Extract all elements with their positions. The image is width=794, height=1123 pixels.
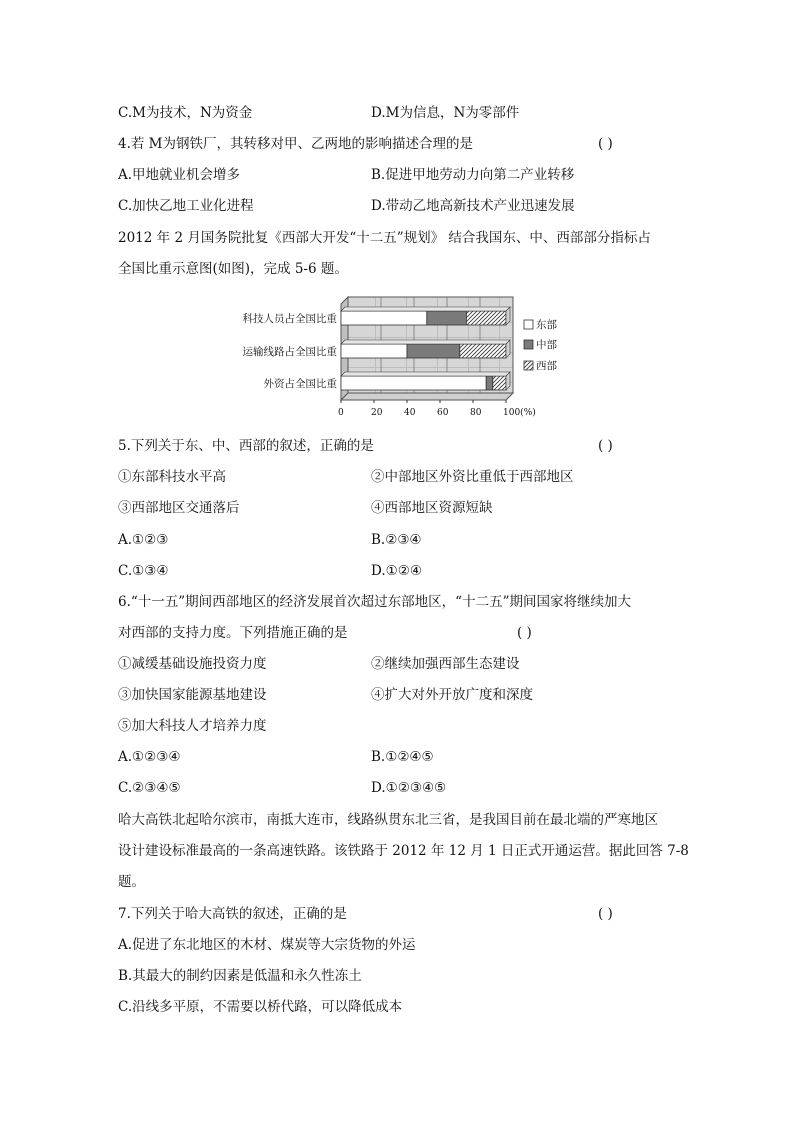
chart-x-tick-label: 0 (338, 408, 344, 418)
chart-bar-中部 (407, 344, 460, 358)
q6-stem-line2: 对西部的支持力度。下列措施正确的是 (118, 625, 348, 641)
q7-stem: 7.下列关于哈大高铁的叙述，正确的是 (118, 906, 347, 922)
chart-x-tick-label: 100(%) (503, 408, 536, 418)
chart-category-label: 外资占全国比重 (263, 378, 337, 390)
q5-statement-1: ①东部科技水平高 (118, 469, 226, 485)
q6-statement-4: ④扩大对外开放广度和深度 (371, 687, 533, 703)
intro-7-8-line2: 设计建设标准最高的一条高速铁路。该铁路于 2012 年 12 月 1 日正式开通运营。据此回答 7-8 (118, 843, 689, 859)
q7-option-a: A.促进了东北地区的木材、煤炭等大宗货物的外运 (118, 937, 416, 953)
q4-option-b: B.促进甲地劳动力向第二产业转移 (371, 167, 575, 183)
q4-stem: 4.若 M为钢铁厂，其转移对甲、乙两地的影响描述合理的是 (118, 136, 473, 152)
chart-x-tick-label: 80 (470, 408, 482, 418)
stacked-bar-chart (220, 292, 580, 418)
legend-label-东部: 东部 (536, 319, 557, 331)
q4-option-a: A.甲地就业机会增多 (118, 167, 241, 183)
intro-5-6-line1: 2012 年 2 月国务院批复《西部大开发“十二五”规划》 结合我国东、中、西部部分指标占 (118, 230, 651, 246)
chart-bar-top (341, 372, 510, 376)
q6-option-a: A.①②③④ (118, 749, 181, 765)
chart-bar-中部 (427, 311, 467, 325)
q6-stem-line1: 6.“十一五”期间西部地区的经济发展首次超过东部地区，“十二五”期间国家将继续加大 (118, 594, 631, 610)
q6-answer-paren: ( ) (517, 625, 532, 641)
q6-statement-1: ①减缓基础设施投资力度 (118, 656, 267, 672)
q6-statement-3: ③加快国家能源基地建设 (118, 687, 267, 703)
intro-7-8-line1: 哈大高铁北起哈尔滨市，南抵大连市，线路纵贯东北三省，是我国目前在最北端的严寒地区 (118, 812, 658, 828)
chart-bar-东部 (341, 311, 427, 325)
q7-option-b: B.其最大的制约因素是低温和永久性冻土 (118, 968, 362, 984)
q7-answer-paren: ( ) (598, 906, 613, 922)
q5-option-b: B.②③④ (371, 532, 422, 548)
q5-option-d: D.①②④ (371, 563, 422, 579)
legend-label-西部: 西部 (536, 360, 557, 372)
q5-option-c: C.①③④ (118, 563, 169, 579)
q6-option-b: B.①②④⑤ (371, 749, 434, 765)
chart-x-tick-label: 60 (437, 408, 449, 418)
legend-swatch-西部 (524, 361, 533, 370)
chart-bar-西部 (460, 344, 506, 358)
q6-option-d: D.①②③④⑤ (371, 780, 447, 796)
q4-option-c: C.加快乙地工业化进程 (118, 198, 254, 214)
chart-x-tick-label: 40 (404, 408, 416, 418)
chart-bar-西部 (466, 311, 506, 325)
q5-option-a: A.①②③ (118, 532, 169, 548)
legend-label-中部: 中部 (536, 339, 557, 351)
q6-option-c: C.②③④⑤ (118, 780, 181, 796)
q5-statement-4: ④西部地区资源短缺 (371, 500, 493, 516)
chart-bar-东部 (341, 376, 486, 390)
chart-category-label: 科技人员占全国比重 (242, 313, 337, 325)
chart-category-label: 运输线路占全国比重 (242, 346, 337, 358)
legend-swatch-中部 (524, 340, 533, 349)
q4-answer-paren: ( ) (598, 136, 613, 152)
q4-option-d: D.带动乙地高新技术产业迅速发展 (371, 198, 575, 214)
chart-x-tick-label: 20 (371, 408, 383, 418)
q7-option-c: C.沿线多平原，不需要以桥代路，可以降低成本 (118, 999, 403, 1015)
intro-5-6-line2: 全国比重示意图(如图)，完成 5-6 题。 (118, 261, 348, 277)
chart-bar-中部 (486, 376, 493, 390)
intro-7-8-line3: 题。 (118, 874, 145, 890)
chart-floor (341, 393, 513, 400)
chart-bar-西部 (493, 376, 506, 390)
chart-bar-top (341, 340, 510, 344)
q3-option-c: C.M为技术，N为资金 (118, 105, 253, 121)
q3-option-d: D.M为信息，N为零部件 (371, 105, 520, 121)
q6-statement-2: ②继续加强西部生态建设 (371, 656, 520, 672)
q6-statement-5: ⑤加大科技人才培养力度 (118, 718, 267, 734)
chart-bar-top (341, 307, 510, 311)
chart-bar-东部 (341, 344, 407, 358)
q5-statement-2: ②中部地区外资比重低于西部地区 (371, 469, 574, 485)
q5-answer-paren: ( ) (598, 438, 613, 454)
q5-stem: 5.下列关于东、中、西部的叙述，正确的是 (118, 438, 374, 454)
legend-swatch-东部 (524, 320, 533, 329)
q5-statement-3: ③西部地区交通落后 (118, 500, 240, 516)
